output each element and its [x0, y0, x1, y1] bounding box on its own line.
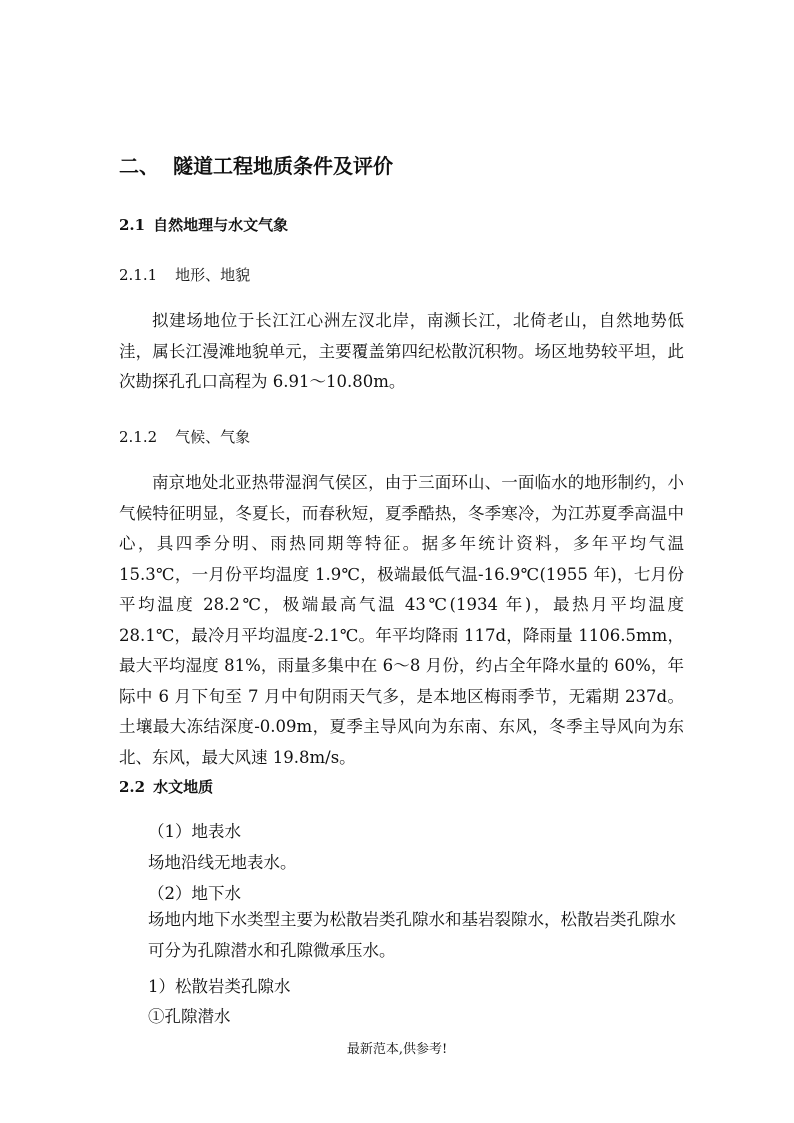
section-number: 二、: [119, 154, 159, 178]
list-item-surface-water: （1）地表水: [148, 822, 241, 841]
text-no-surface-water: 场地沿线无地表水。: [148, 853, 297, 872]
subsection-number: 2.1.2: [119, 428, 158, 446]
subsection-number: 2.2: [119, 778, 146, 796]
subsection-title: 自然地理与水文气象: [153, 216, 289, 234]
list-item-phreatic-water: ①孔隙潜水: [148, 1007, 231, 1026]
subsection-heading-2-1: [119, 214, 288, 235]
subsection-title: 水文地质: [153, 778, 214, 796]
subsection-title: 气候、气象: [175, 428, 251, 446]
paragraph-terrain: 拟建场地位于长江江心洲左汊北岸，南濒长江，北倚老山，自然地势低洼，属长江漫滩地貌单元，主要覆盖第四纪松散沉积物。场区地势较平坦，此次勘探孔孔口高程为 6.91～10.80m。: [119, 311, 684, 391]
subsection-number: 2.1: [119, 216, 146, 234]
section-heading: [119, 150, 393, 179]
subsection-heading-2-2: [119, 776, 213, 797]
paragraph-groundwater-types: 场地内地下水类型主要为松散岩类孔隙水和基岩裂隙水，松散岩类孔隙水可分为孔隙潜水和孔隙微承压水。: [148, 910, 676, 960]
page-footer: 最新范本,供参考!: [346, 1042, 448, 1057]
section-title: 隧道工程地质条件及评价: [173, 154, 393, 178]
list-item-groundwater: （2）地下水: [148, 884, 241, 903]
subsection-number: 2.1.1: [119, 266, 158, 284]
list-item-pore-water: 1）松散岩类孔隙水: [148, 977, 291, 996]
subsection-heading-2-1-1: [119, 264, 250, 285]
paragraph-climate: 南京地处北亚热带湿润气侯区，由于三面环山、一面临水的地形制约，小气候特征明显，冬夏长，而春秋短，夏季酷热，冬季寒冷，为江苏夏季高温中心，具四季分明、雨热同期等特征。据多年统计资料，多年平均气温 15.3℃，一月份平均温度 1.9℃，极端最低气温-16.9℃(1955 年)，七月份平均温度 28.2℃，极端最高气温 43℃(1934 年)，最热月平均温度 28.1℃，最冷月平均温度-2.1℃。年平均降雨 117d，降雨量 1106.5mm，最大平均湿度 81%，雨量多集中在 6～8 月份，约占全年降水量的 60%，年际中 6 月下旬至 7 月中旬阴雨天气多，是本地区梅雨季节，无霜期 237d。土壤最大冻结深度-0.09m，夏季主导风向为东南、东风，冬季主导风向为东北、东风，最大风速 19.8m/s。: [119, 473, 684, 767]
subsection-title: 地形、地貌: [175, 266, 251, 284]
subsection-heading-2-1-2: [119, 426, 250, 447]
